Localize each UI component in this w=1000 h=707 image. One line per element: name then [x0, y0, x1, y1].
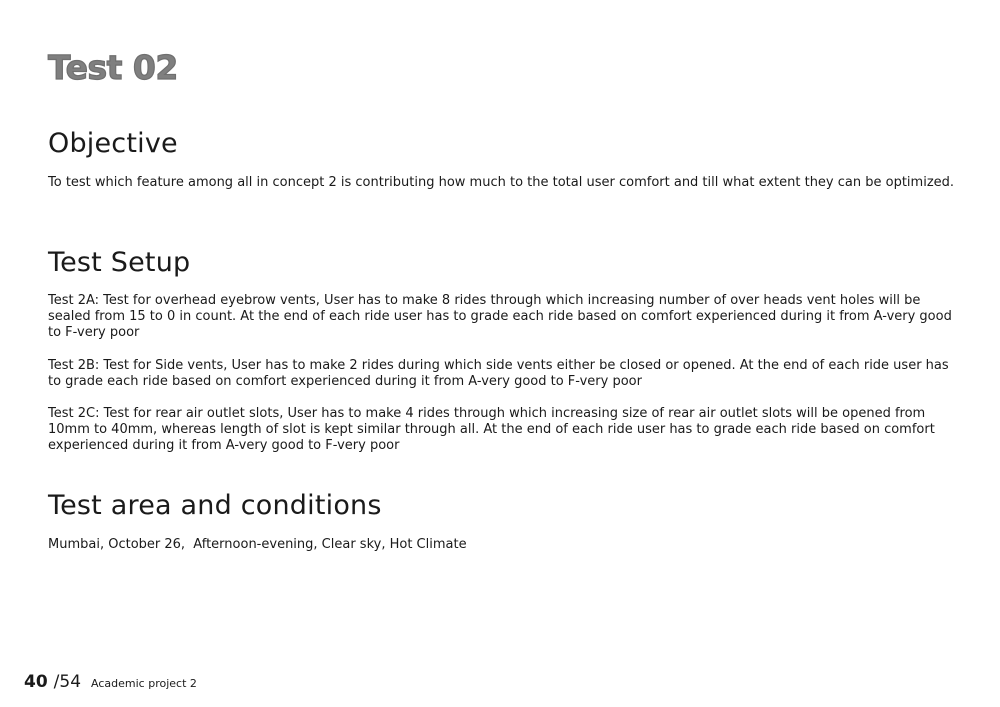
page-number-total: /54 — [53, 672, 82, 692]
page-number-current: 40 — [24, 672, 48, 692]
test-setup-heading: Test Setup — [48, 247, 191, 278]
conditions-text: Mumbai, October 26, Afternoon-evening, Clear sky, Hot Climate — [48, 537, 467, 552]
objective-text: To test which feature among all in concept 2 is contributing how much to the total user comfort and till what extent they can be optimized. — [48, 175, 955, 190]
objective-heading: Objective — [48, 128, 178, 159]
test-2a-text: Test 2A: Test for overhead eyebrow vents, User has to make 8 rides through which increasing number of over heads vent holes will be sealed from 15 to 0 in count. At the end of each ride user has to grade each ride based on comfort experienced during it from A-very good to F-very poor — [48, 293, 952, 340]
page-title: Test 02 — [48, 48, 178, 87]
footer-project-label: Academic project 2 — [91, 677, 197, 690]
test-2b-text: Test 2B: Test for Side vents, User has to make 2 rides during which side vents either be closed or opened. At the end of each ride user has to grade each ride based on comfort experienced during it from A-very good to F-very poor — [48, 358, 949, 389]
conditions-heading: Test area and conditions — [48, 490, 382, 521]
test-2c-text: Test 2C: Test for rear air outlet slots, User has to make 4 rides through which increasing size of rear air outlet slots will be opened from 10mm to 40mm, whereas length of slot is kept similar through all. At the end of each ride user has to grade each ride based on comfort experienced during it from A-very good to F-very poor — [48, 406, 935, 453]
page-footer — [24, 672, 197, 692]
